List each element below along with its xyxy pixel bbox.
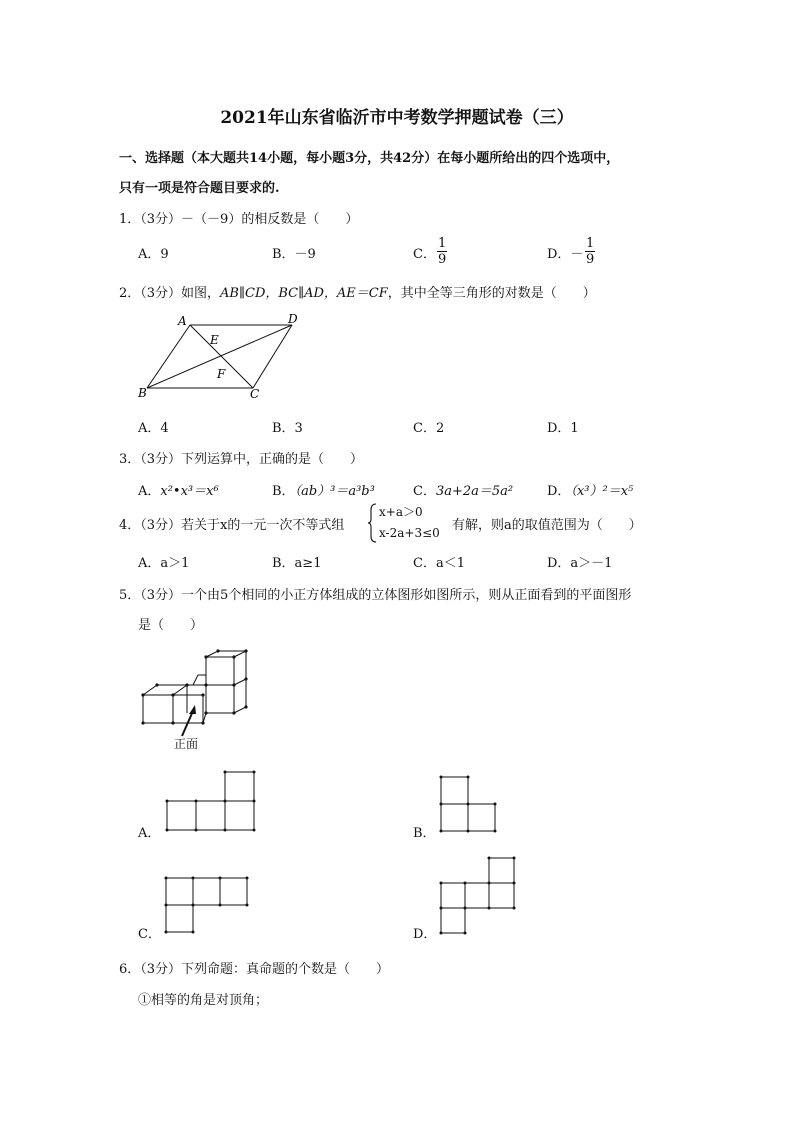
q2-label-b: B (138, 386, 147, 400)
q1-c-numerator: 1 (438, 236, 447, 251)
q2-label-c: C (250, 387, 260, 401)
q3-option-c (413, 480, 513, 499)
q3-a-expr: x²•x³＝x⁶ (160, 484, 219, 499)
section-header-line1: 一、选择题（本大题共14小题，每小题3分，共42分）在每小题所给出的四个选项中， (119, 151, 620, 166)
q4-option-c: C．a＜1 (413, 556, 465, 571)
q2-stem (119, 282, 596, 301)
q4-option-d: D．a＞－1 (547, 556, 613, 571)
q1-d-denominator: 9 (586, 252, 595, 267)
q5-front-label: 正面 (174, 737, 199, 751)
q3-d-prefix: D． (547, 484, 571, 499)
q4-inequality-2: x-2a+3≤0 (379, 526, 440, 540)
q3-stem: 3．（3分）下列运算中，正确的是（ ） (119, 452, 364, 467)
q5-stem-line2: 是（ ） (138, 618, 204, 633)
q4-option-a: A．a＞1 (138, 556, 190, 571)
page-title: 2021年山东省临沂市中考数学押题试卷（三） (220, 108, 574, 128)
q2-stem-suffix: ，其中全等三角形的对数是（ ） (387, 286, 596, 301)
q2-parallelogram-figure (135, 312, 310, 404)
q4-inequality-1: x+a＞0 (379, 505, 423, 519)
q3-c-prefix: C． (413, 484, 436, 499)
q3-option-d (547, 480, 633, 499)
q5-stem-line1: 5．（3分）一个由5个相同的小正方体组成的立体图形如图所示，则从正面看到的平面图形 (119, 588, 632, 603)
q3-b-expr: （ab）³＝a³b³ (294, 484, 375, 499)
q1-stem: 1．（3分）－（－9）的相反数是（ ） (119, 212, 359, 227)
q2-label-d: D (288, 312, 298, 326)
q3-option-a (138, 480, 219, 499)
q4-brace (367, 503, 377, 543)
section-header-line2: 只有一项是符合题目要求的. (119, 181, 280, 196)
q2-label-f: F (217, 367, 226, 381)
q2-stem-prefix: 2．（3分）如图， (119, 286, 221, 301)
q4-stem-prefix: 4．（3分）若关于x的一元一次不等式组 (119, 518, 345, 533)
q3-a-prefix: A． (138, 484, 161, 499)
q6-stem: 6．（3分）下列命题：真命题的个数是（ ） (119, 962, 390, 977)
q3-d-expr: （x³）²＝x⁵ (570, 484, 634, 499)
q1-option-c-prefix: C． (413, 247, 436, 262)
q3-c-expr: 3a+2a＝5a² (435, 484, 514, 499)
q1-option-c-fraction (437, 236, 447, 267)
q1-d-numerator: 1 (586, 236, 595, 251)
q1-option-b: B．－9 (272, 247, 316, 262)
q2-option-a: A．4 (138, 421, 169, 436)
q3-b-prefix: B． (272, 484, 295, 499)
q5-option-d-figure (439, 856, 519, 936)
q5-option-a-label: A． (138, 826, 161, 841)
q4-option-b: B．a≥1 (272, 556, 322, 571)
q2-option-b: B．3 (272, 421, 303, 436)
q6-item-1: ①相等的角是对顶角； (138, 993, 269, 1008)
q5-option-a-figure (165, 770, 257, 832)
q1-option-d-prefix: D．－ (547, 247, 584, 262)
q3-option-b (272, 480, 375, 499)
q1-option-d-fraction (585, 236, 595, 267)
q5-option-b-label: B． (413, 826, 436, 841)
q5-option-b-figure (439, 775, 499, 833)
q4-stem-suffix: 有解，则a的取值范围为（ ） (452, 518, 642, 533)
q2-stem-math: AB∥CD，BC∥AD，AE＝CF (220, 286, 388, 301)
q5-option-d-label: D． (413, 927, 437, 942)
q2-label-a: A (178, 314, 187, 328)
q2-option-c: C．2 (413, 421, 445, 436)
q1-c-denominator: 9 (438, 252, 447, 267)
q5-option-c-figure (164, 876, 250, 934)
q2-option-d: D．1 (547, 421, 579, 436)
q2-label-e: E (210, 333, 219, 347)
q5-option-c-label: C． (138, 927, 161, 942)
q1-option-a: A．9 (138, 247, 169, 262)
